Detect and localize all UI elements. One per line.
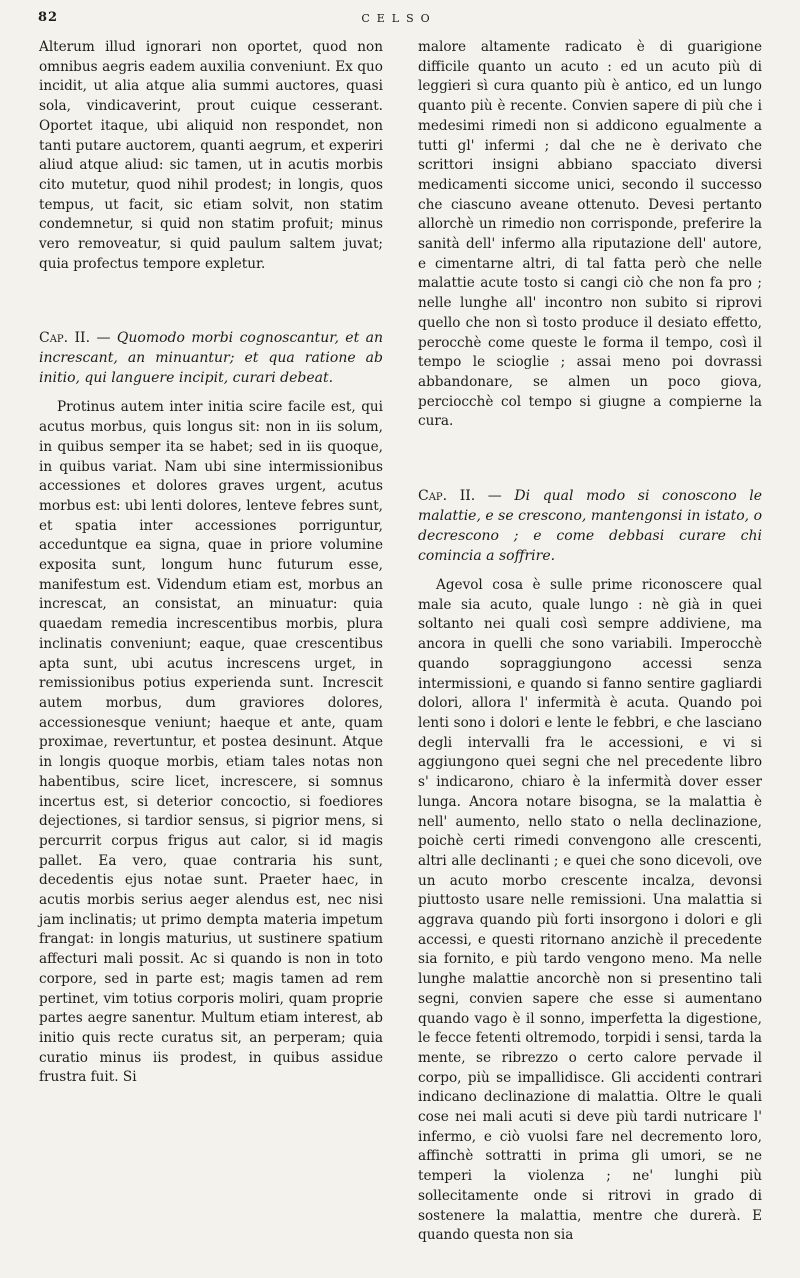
italian-paragraph: Agevol cosa è sulle prime riconoscere qual male sia acuto, quale lungo : nè già in quei soltanto nei quali così sempre addiviene, ma ancora in quelli che sono variabili. Imperocchè quando sopraggiungono accessi senza intermissioni, e quando si fanno sentire gagliardi dolori, allora l' infermità è acuta. Quando poi lenti sono i dolori e lente le febbri, e che lasciano degli intervalli fra le accessioni, e vi si aggiungono quei segni che nel precedente libro s' indicarono, chiaro è la infermità dover esser lunga. Ancora notare bisogna, se la malattia è nell' aumento, nello stato o nella declinazione, poichè certi rimedi convengono alle crescenti, altri alle declinanti ; e quei che sono dicevoli, ove un acuto morbo crescente incalza, devonsi piuttosto usare nelle remissioni. Una malattia si aggrava quando più forti insorgono i dolori e gli accessi, e questi ritornano anzichè il precedente sia fornito, e più tardo vengono meno. Ma nelle lunghe malattie ancorchè non si presentino tali segni, convien sapere che esse si aumentano quando vago è il sonno, imperfetta la digestione, le fecce fetenti oltremodo, torpidi i sensi, tarda la mente, se ribrezzo o certo calore pervade il corpo, più se impallidisce. Gli accidenti contrari indicano declinazione di malattia. Oltre le quali cose nei mali acuti si deve più tardi nutricare l' infermo, e ciò vuolsi fare nel decremento loro, affinchè sottratti in prima gli umori, se ne temperi la violenza ; ne' lunghi più sollecitamente onde si ritrovi in grado di sostenere la malattia, mentre che durerà. E quando questa non sia (418, 577, 762, 1244)
latin-chapter-title: Quomodo morbi cognoscantur, et an increscant, an minuantur; et qua ratione ab initio, qui languere incipit, curari debeat. (39, 330, 383, 387)
latin-chapter-heading (39, 328, 383, 388)
italian-column (418, 38, 762, 1246)
latin-column (39, 38, 383, 1088)
latin-paragraph: Alterum illud ignorari non oportet, quod non omnibus aegris eadem auxilia conveniunt. Ex quo incidit, ut alia atque alia summi auctores, quasi sola, vindicaverint, prout cuique cesserant. Oportet itaque, ubi aliquid non respondet, non tanti putare auctorem, quanti aegrum, et experiri aliud atque aliud: sic tamen, ut in acutis morbis cito mutetur, quod nihil prodest; in longis, quos tempus, ut facit, sic etiam solvit, non statim condemnetur, si quid non statim profuit; minus vero removeatur, si quid paulum saltem juvat; quia profectus tempore expletur. (39, 39, 383, 272)
running-title: CELSO (361, 12, 437, 25)
italian-chapter-title: Di qual modo si conoscono le malattie, e se crescono, mantengonsi in istato, o decrescono ; e come debbasi curare chi comincia a soffrire. (418, 488, 762, 565)
page-number: 82 (38, 10, 59, 25)
italian-chapter-heading (418, 486, 762, 566)
page-header (38, 10, 760, 36)
latin-chapter-number: Cap. II. — (39, 330, 111, 347)
italian-paragraph: malore altamente radicato è di guarigione difficile quanto un acuto : ed un acuto più di leggieri sì cura quanto più è antico, ed un lungo quanto più è recente. Convien sapere di più che i medesimi rimedi non si addicono egualmente a tutti gl' infermi ; dal che ne è derivato che scrittori insigni abbiano spacciato diversi medicamenti siccome unici, secondo il successo che ciascuno aveane ottenuto. Devesi pertanto allorchè un rimedio non corrisponde, preferire la sanità dell' infermo alla riputazione dell' autore, e cimentarne altri, di tal fatta però che nelle malattie acute tosto si cangi ciò che non fa pro ; nelle lunghe all' incontro non subito si riprovi quello che non sì tosto produce il desiato effetto, perocchè come queste le forma il tempo, così il tempo le scioglie ; assai meno poi dovrassi abbandonare, se almen un poco giova, perciocchè col tempo si giugne a compierne la cura. (418, 39, 762, 430)
italian-chapter-number: Cap. II. — (418, 488, 502, 505)
latin-paragraph: Protinus autem inter initia scire facile est, qui acutus morbus, quis longus sit: non in iis solum, in quibus semper ita se habet; sed in iis quoque, in quibus variat. Nam ubi sine intermissionibus accessiones et dolores graves urgent, acutus morbus est: ubi lenti dolores, lenteve febres sunt, et spatia inter accessiones porriguntur, acceduntque ea signa, quae in priore volumine exposita sunt, longum hunc futurum esse, manifestum est. Videndum etiam est, morbus an increscat, an consistat, an minuatur: quia quaedam remedia increscentibus morbis, plura inclinatis conveniunt; eaque, quae crescentibus apta sunt, ubi acutus increscens urget, in remissionibus potius experienda sunt. Increscit autem morbus, dum graviores dolores, accessionesque veniunt; haeque et ante, quam proximae, revertuntur, et postea desinunt. Atque in longis quoque morbis, etiam tales notas non habentibus, scire licet, increscere, si somnus incertus est, si deterior concoctio, si foediores dejectiones, si tardior sensus, si pigrior mens, si percurrit corpus frigus aut calor, si id magis pallet. Ea vero, quae contraria his sunt, decedentis ejus notae sunt. Praeter haec, in acutis morbis serius aeger alendus est, nec nisi jam inclinatis; ut primo dempta materia impetum frangat: in longis maturius, ut sustinere spatium affecturi mali possit. Ac si quando is non in toto corpore, sed in parte est; magis tamen ad rem pertinet, vim totius corporis moliri, quam proprie partes aegre sanentur. Multum etiam interest, ab initio quis recte curatus sit, an perperam; quia curatio minus iis prodest, in quibus assidue frustra fuit. Si (39, 399, 383, 1086)
